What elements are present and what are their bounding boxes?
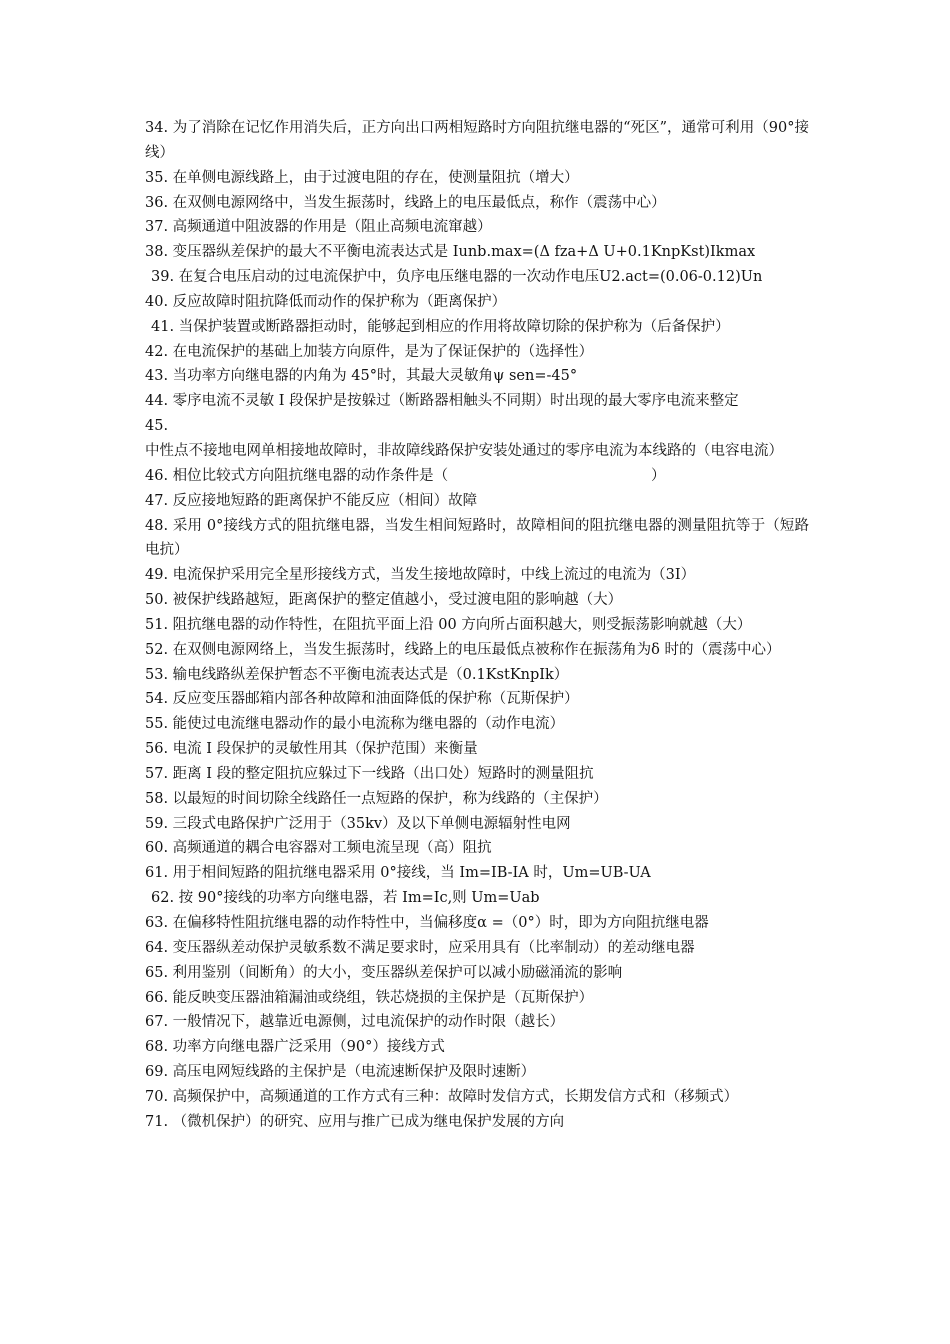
list-item: [145, 836, 809, 861]
list-item: [145, 364, 809, 389]
item-text: 变压器纵差动保护灵敏系数不满足要求时，应采用具有（比率制动）的差动继电器: [172, 939, 695, 956]
item-text: 在偏移特性阻抗继电器的动作特性中，当偏移度α =（0°）时，即为方向阻抗继电器: [172, 915, 709, 931]
list-item: [145, 961, 809, 986]
list-item: [145, 414, 809, 464]
item-number: 40.: [145, 293, 169, 310]
list-item: [145, 265, 809, 290]
list-item: [145, 389, 809, 414]
item-number: 51.: [145, 616, 169, 633]
list-item: [145, 290, 809, 315]
list-item: [145, 936, 809, 961]
list-item: [145, 911, 809, 936]
item-text: 为了消除在记忆作用消失后，正方向出口两相短路时方向阻抗继电器的“死区”，通常可利用（90°接线）: [145, 120, 809, 161]
item-text: 高频通道的耦合电容器对工频电流呈现（高）阻抗: [172, 840, 492, 857]
list-item: [145, 1035, 809, 1060]
item-text: 在复合电压启动的过电流保护中，负序电压继电器的一次动作电压U2.act=(0.06-0.12)Un: [178, 269, 763, 286]
list-item: [145, 340, 809, 365]
list-item: [145, 861, 809, 886]
item-text: 当功率方向继电器的内角为 45°时，其最大灵敏角ψ sen=-45°: [172, 368, 578, 385]
item-number: 68.: [145, 1039, 169, 1056]
item-number: 47.: [145, 492, 169, 509]
item-number: 60.: [145, 840, 169, 857]
list-item: [145, 687, 809, 712]
item-text: 一般情况下，越靠近电源侧，过电流保护的动作时限（越长）: [172, 1014, 565, 1031]
list-item: [145, 464, 809, 489]
list-item: [145, 762, 809, 787]
list-item: [145, 191, 809, 216]
item-number: 46.: [145, 467, 169, 484]
list-item: [145, 215, 809, 240]
item-text: 电流 I 段保护的灵敏性用其（保护范围）来衡量: [172, 741, 478, 758]
item-number: 69.: [145, 1064, 169, 1081]
item-number: 63.: [145, 915, 169, 931]
item-text: 在电流保护的基础上加装方向原件，是为了保证保护的（选择性）: [172, 343, 594, 360]
list-item: [145, 489, 809, 514]
item-number: 70.: [145, 1088, 169, 1105]
item-number: 35.: [145, 169, 169, 186]
item-number: 39.: [151, 269, 175, 286]
item-text: 在双侧电源网络中，当发生振荡时，线路上的电压最低点，称作（震荡中心）: [172, 194, 666, 211]
list-item: [145, 613, 809, 638]
item-text: 在单侧电源线路上，由于过渡电阻的存在，使测量阻抗（增大）: [172, 169, 579, 186]
item-number: 49.: [145, 567, 169, 584]
item-number: 56.: [145, 741, 169, 758]
list-item: [145, 166, 809, 191]
item-number: 38.: [145, 244, 169, 261]
list-item: [145, 663, 809, 688]
question-list: [145, 116, 809, 1135]
item-text: 零序电流不灵敏 I 段保护是按躲过（断路器相触头不同期）时出现的最大零序电流来整定: [172, 393, 739, 410]
list-item: [145, 638, 809, 663]
item-text: 反应变压器邮箱内部各种故障和油面降低的保护称（瓦斯保护）: [172, 691, 579, 708]
item-number: 54.: [145, 691, 169, 708]
item-text: 反应接地短路的距离保护不能反应（相间）故障: [172, 492, 478, 509]
item-number: 41.: [151, 318, 175, 335]
item-number: 71.: [145, 1113, 169, 1130]
item-number: 43.: [145, 368, 169, 385]
item-number: 67.: [145, 1014, 169, 1031]
item-text: 距离 I 段的整定阻抗应躲过下一线路（出口处）短路时的测量阻抗: [172, 765, 594, 782]
list-item: [145, 812, 809, 837]
list-item: [145, 886, 809, 911]
item-text: 相位比较式方向阻抗继电器的动作条件是（ ）: [172, 467, 666, 484]
item-number: 53.: [145, 666, 169, 683]
item-text: 利用鉴别（间断角）的大小，变压器纵差保护可以减小励磁涌流的影响: [172, 964, 623, 981]
item-text: 在双侧电源网络上，当发生振荡时，线路上的电压最低点被称作在振荡角为δ 时的（震荡中心）: [172, 641, 781, 658]
item-text: 当保护装置或断路器拒动时，能够起到相应的作用将故障切除的保护称为（后备保护）: [178, 318, 730, 335]
item-text: 高频通道中阻波器的作用是（阻止高频电流窜越）: [172, 219, 492, 236]
list-item: [145, 1060, 809, 1085]
item-number: 65.: [145, 964, 169, 981]
item-text: 阻抗继电器的动作特性，在阻抗平面上沿 00 方向所占面积越大，则受振荡影响就越（大）: [172, 616, 752, 633]
list-item: [145, 712, 809, 737]
item-text: 三段式电路保护广泛用于（35kv）及以下单侧电源辐射性电网: [172, 815, 571, 832]
list-item: [145, 315, 809, 340]
item-number: 59.: [145, 815, 169, 832]
item-number: 64.: [145, 939, 169, 956]
item-number: 37.: [145, 219, 169, 236]
item-text: 采用 0°接线方式的阻抗继电器，当发生相间短路时，故障相间的阻抗继电器的测量阻抗等于（短路电抗）: [145, 517, 810, 559]
item-text: 高压电网短线路的主保护是（电流速断保护及限时速断）: [172, 1064, 536, 1081]
item-number: 44.: [145, 393, 169, 410]
item-number: 45.: [145, 418, 169, 435]
list-item: [145, 787, 809, 812]
item-text: 功率方向继电器广泛采用（90°）接线方式: [172, 1039, 445, 1056]
item-number: 48.: [145, 517, 169, 534]
item-text: 用于相间短路的阻抗继电器采用 0°接线，当 Im=IB-IA 时，Um=UB-UA: [172, 865, 651, 882]
item-text: （微机保护）的研究、应用与推广已成为继电保护发展的方向: [172, 1113, 565, 1130]
item-number: 42.: [145, 343, 169, 360]
item-text: 按 90°接线的功率方向继电器，若 Im=Ic,则 Um=Uab: [178, 890, 540, 907]
item-number: 52.: [145, 641, 169, 658]
list-item: [145, 737, 809, 762]
list-item: [145, 240, 809, 265]
item-text: 被保护线路越短，距离保护的整定值越小，受过渡电阻的影响越（大）: [172, 592, 623, 609]
list-item: [145, 986, 809, 1011]
list-item: [145, 1010, 809, 1035]
item-number: 57.: [145, 765, 169, 782]
item-text: 中性点不接地电网单相接地故障时，非故障线路保护安装处通过的零序电流为本线路的（电容电流）: [145, 442, 783, 459]
item-number: 61.: [145, 865, 169, 882]
item-number: 34.: [145, 120, 169, 136]
item-text: 输电线路纵差保护暂态不平衡电流表达式是（0.1KstKnpIk）: [172, 666, 569, 683]
item-number: 50.: [145, 592, 169, 609]
item-text: 以最短的时间切除全线路任一点短路的保护，称为线路的（主保护）: [172, 790, 608, 807]
item-text: 电流保护采用完全星形接线方式，当发生接地故障时，中线上流过的电流为（3I）: [172, 567, 696, 584]
list-item: [145, 563, 809, 588]
item-number: 62.: [151, 890, 175, 907]
list-item: [145, 588, 809, 613]
item-text: 能使过电流继电器动作的最小电流称为继电器的（动作电流）: [172, 716, 565, 733]
item-text: 高频保护中，高频通道的工作方式有三种：故障时发信方式，长期发信方式和（移频式）: [172, 1088, 739, 1105]
item-number: 66.: [145, 989, 169, 1006]
list-item: [145, 116, 809, 166]
list-item: [145, 514, 809, 564]
item-number: 36.: [145, 194, 169, 211]
item-text: 能反映变压器油箱漏油或绕组，铁芯烧损的主保护是（瓦斯保护）: [172, 989, 594, 1006]
item-text: 变压器纵差保护的最大不平衡电流表达式是 Iunb.max=(Δ fza+Δ U+0.1KnpKst)Ikmax: [172, 244, 756, 261]
item-text: 反应故障时阻抗降低而动作的保护称为（距离保护）: [172, 293, 507, 310]
list-item: [145, 1085, 809, 1110]
list-item: [145, 1110, 809, 1135]
item-number: 58.: [145, 790, 169, 807]
item-number: 55.: [145, 716, 169, 733]
